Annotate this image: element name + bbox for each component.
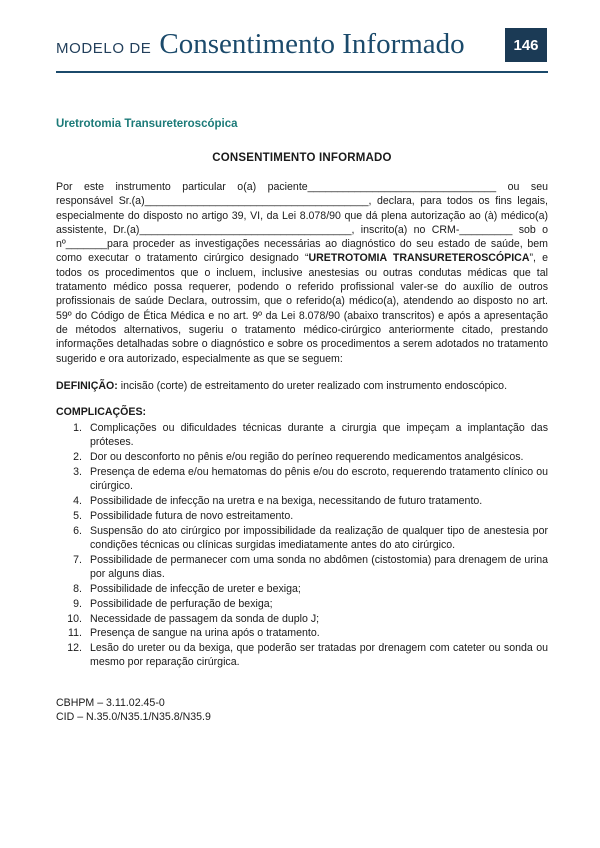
list-item: Possibilidade futura de novo estreitamento. [90, 509, 294, 522]
list-item: Necessidade de passagem da sonda de duplo J; [90, 612, 320, 625]
list-item: Possibilidade de perfuração de bexiga; [90, 597, 273, 610]
list-item: Complicações ou dificuldades técnicas durante a cirurgia que impeçam a implantação das próteses. [90, 422, 548, 449]
list-item: Possibilidade de permanecer com uma sonda no abdômen (cistostomia) para drenagem de urina por alguns dias. [90, 553, 548, 581]
list-item: Suspensão do ato cirúrgico por impossibilidade da realização de qualquer tipo de anestesia por condições técnicas ou clínicas surgidas imediatamente antes do ato cirúrgico. [90, 524, 548, 552]
page-number-badge: 146 [505, 28, 547, 62]
intro-text-part1: Por este instrumento particular o(a) paciente________________________________ ou seu responsável Sr.(a)______________________________________, declara, para todos os fins legais, especialmente do disposto no artigo 39, VI, da Lei 8.078/90 que dá plena autorização ao (à) médico(a) assistente, Dr.(a)____________________________________, inscrito(a) no CRM-_________ sob o nº_______para proceder as investigações necessárias ao diagnóstico do seu estado de saúde, bem como executar o tratamento cirúrgico designado “ [56, 181, 548, 265]
list-item: Possibilidade de infecção na uretra e na bexiga, necessitando de futuro tratamento. [90, 495, 483, 508]
list-item: Dor ou desconforto no pênis e/ou região do períneo requerendo medicamentos analgésicos. [90, 451, 524, 464]
definition-text: incisão (corte) de estreitamento do ureter realizado com instrumento endoscópico. [117, 379, 508, 392]
definition-label: DEFINIÇÃO: [56, 379, 118, 392]
document-heading: CONSENTIMENTO INFORMADO [212, 152, 392, 164]
header-divider [56, 71, 548, 73]
header-title-group [56, 28, 465, 61]
intro-paragraph [56, 180, 548, 366]
list-item: Possibilidade de infecção de ureter e bexiga; [90, 582, 301, 595]
cid-code: CID – N.35.0/N35.1/N35.8/N35.9 [56, 710, 211, 723]
intro-bold-term: URETROTOMIA TRANSURETEROSCÓPICA [308, 252, 530, 265]
procedure-codes [56, 696, 548, 724]
definition-paragraph [56, 379, 548, 393]
document-body [56, 118, 548, 724]
header-kicker: MODELO DE [56, 40, 152, 57]
intro-text-part2: ”, e todos os procedimentos que o incluem, inclusive anestesias ou outras condutas médicas que tal tratamento médico possa requerer, podendo o referido profissional valer-se do auxílio de outros profissionais de saúde Declara, outrossim, que o referido(a) médico(a), atendendo ao disposto no art. 59º do Código de Ética Médica e no art. 9º da Lei 8.078/90 (abaixo transcritos) e após a apresentação de métodos alternativos, sugeriu o tratamento médico-cirúrgico anteriormente citado, prestando informações detalhadas sobre o diagnóstico e sobre os procedimentos a serem adotados no tratamento sugerido e ora autorizado, especialmente as que se seguem: [56, 252, 548, 365]
complications-label: COMPLICAÇÕES: [56, 406, 147, 419]
list-item: Lesão do ureter ou da bexiga, que poderão ser tratadas por drenagem com cateter ou sonda ou mesmo por reparação cirúrgica. [90, 642, 548, 669]
spacer-1 [56, 366, 548, 379]
complications-list [56, 421, 548, 670]
spacer-2 [56, 393, 548, 406]
cbhpm-code: CBHPM – 3.11.02.45-0 [56, 696, 165, 709]
list-item: Presença de edema e/ou hematomas do pênis e/ou do escroto, requerendo tratamento clínico ou cirúrgico. [90, 466, 548, 493]
procedure-title: Uretrotomia Transureteroscópica [56, 118, 238, 130]
header-title: Consentimento Informado [159, 28, 465, 60]
list-item: Presença de sangue na urina após o tratamento. [90, 627, 320, 640]
